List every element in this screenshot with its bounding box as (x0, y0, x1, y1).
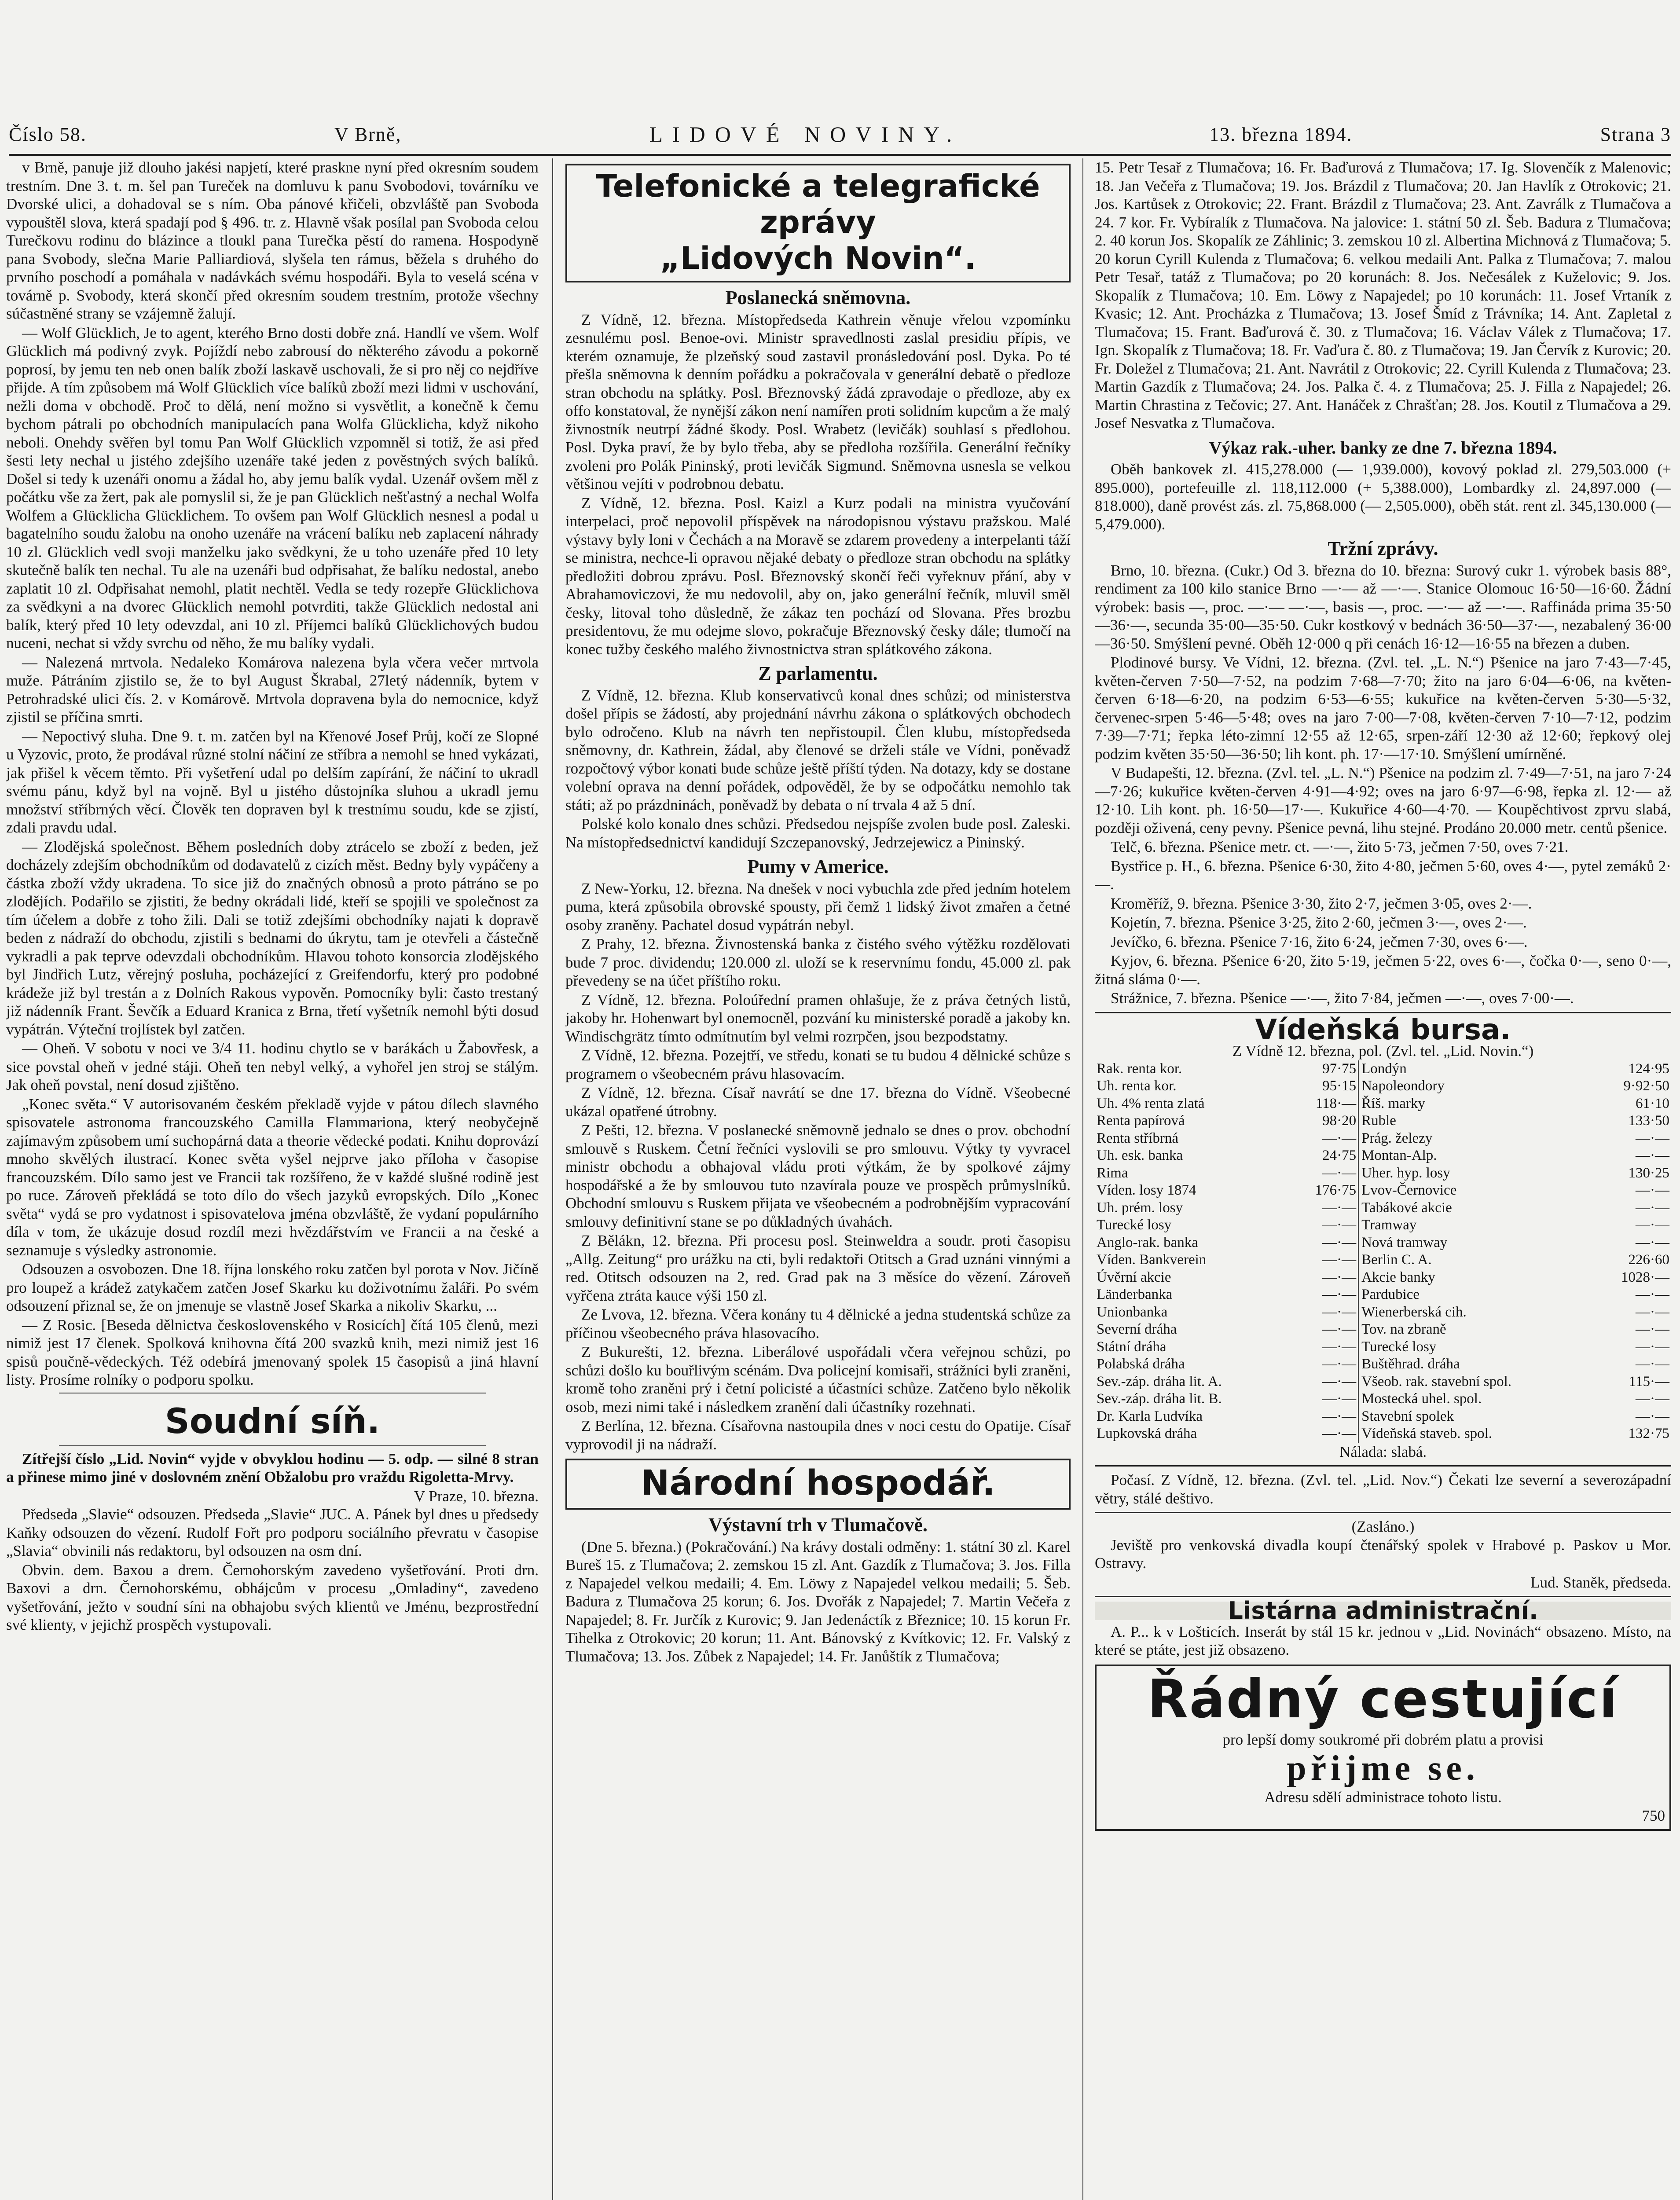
bursa-row (1095, 1060, 1671, 1078)
article-paragraph: Z Vídně, 12. března. Posl. Kaizl a Kurz podali na ministra vyučování interpelaci, proč nepovolil příspěvek na národopisnou výstavu pražskou. Malé výstavy byly loni v Čechách a na Moravě se zdarem provedeny a interpelanti táží se ministra, nechce-li opravou nějaké debaty o předloze stran obchodu na splátky předložiti dobrou zprávu. Posl. Březnovský skončí řeči vyřeknuv přání, aby v Abrahamoviczovi, že mu nedovolil, aby on, jako generální řečník, mluvil směl česky, litoval toho důsledně, že zákaz ten pochází od Slovana. Přes brozbu presidentovu, že mu odejme slovo, pokračuje Březnovský česky dále; tlumočí na konec tužby českého malého živnostnictva stran splátkového zákona. (565, 494, 1071, 658)
bursa-left-value: —·— (1322, 1199, 1357, 1216)
article-paragraph: Z Bělákn, 12. března. Při procesu posl. Steinweldra a soudr. proti časopisu „Allg. Zeitung“ pro urážku na cti, byli redaktoři Otitsch a Grad uznáni vinnými a red. Otitsch odsouzen na 2, red. Grad pak na 3 měsíce do vězení. Zároveň vyřčena ztráta kauce výši 150 zl. (565, 1232, 1071, 1304)
article-paragraph: Oběh bankovek zl. 415,278.000 (— 1,939.000), kovový poklad zl. 279,503.000 (+ 895.000), portefeuille zl. 118,112.000 (+ 5,388.000), Lombardky zl. 24,897.000 (— 818.000), daně provést zás. zl. 75,868.000 (— 2,505.000), oběh stát. rent zl. 345,130.000 (— 5,479.000). (1095, 461, 1671, 533)
weather-paragraph: Počasí. Z Vídně, 12. března. (Zvl. tel. „Lid. Nov.“) Čekati lze severní a severozápadní větry, stálé deštivo. (1095, 1471, 1671, 1507)
bursa-row (1095, 1165, 1671, 1182)
bursa-left-value: 97·75 (1322, 1060, 1357, 1077)
ad-line: pro lepší domy soukromé při dobrém platu a provisi (1222, 1731, 1544, 1748)
issue-number: Číslo 58. (9, 123, 87, 145)
bursa-right-label: Tramway (1361, 1217, 1417, 1233)
article-paragraph: — Wolf Glücklich, Je to agent, kterého Brno dosti dobře zná. Handlí ve všem. Wolf Glücklich má podivný zvyk. Pojíždí nebo zabrousí do některého závodu a pokorně poprosí, by jemu ten neb onen balík zboží laskavě uschovali, že si pro něj co nejdříve přijde. A tím způsobem má Wolf Glücklich více balíků zboží mezi lidmi v uschování, nežli doma v obchodě. Proč to dělá, není možno si vysvětlit, a konečně k čemu bychom pátrali po obchodních manipulacích pana Wolfa Glücklicha, když nikoho neboli. Onehdy svěřen byl tomu Pan Wolf Glücklich vzpomněl si totiž, že asi před šesti lety nechal u jistého zdejšího uzenáře také jeden z pověstných svých balíků. Došel si tedy k uzenáři onomu a žádal ho, aby jemu balík vydal. Uzenář ovšem měl z počátku vše za žert, pak ale pomyslil si, že je pan Glücklich nešťastný a nechal Wolfa Wolfem a Glücklicha Glücklichem. To ovšem pan Wolf Glücklich nesnesl a podal u bagatelního soudu žalobu na onoho uzenáře na vrácení balíku neb zaplacení náhrady 10 zl. Glücklich vedl svoji manželku jako svědkyni, že u toho uzenáře před 10 lety skutečně balík ten nechal. Tu ale na uzenáři bud odpřisahat, že balíku nedostal, anebo zaplatit 10 zl. Odpřisahat nemohl, platit nechtěl. Vedla se tedy rozepře Glücklichova za svědkyni a na dvorec Glücklich nemohl potvrditi, takže Glücklich nedostal ani balík, který před 10 lety odevzdal, ani 10 zl. Příjemci balíků Glücklichových budou nuceni, nechat si vždy svrchu od něho, že mu balíky vydali. (6, 324, 539, 652)
bursa-row (1095, 1286, 1671, 1304)
article-paragraph: Ze Lvova, 12. března. Včera konány tu 4 dělnické a jedna studentská schůze za příčinou všeobecného práva hlasovacího. (565, 1306, 1071, 1342)
bursa-row (1095, 1321, 1671, 1338)
bursa-right-label: Lvov-Černovice (1361, 1182, 1457, 1198)
article-paragraph: Z Vídně, 12. března. Poloúřední pramen ohlašuje, že z práva četných listů, jakoby hr. Hohenwart byl onemocněl, pozvání ku ministerské poradě a jakoby kn. Windischgrätz tímto odmítnutím byl velmi rozrpčen, jsou bezpodstatny. (565, 991, 1071, 1045)
bursa-left-value: 176·75 (1315, 1182, 1357, 1198)
bursa-right-value: —·— (1636, 1199, 1669, 1216)
article-paragraph: Z Berlína, 12. března. Císařovna nastoupila dnes v noci cestu do Opatije. Císař vyprovodil ji na nádraží. (565, 1417, 1071, 1453)
bursa-left-label: Renta stříbrná (1097, 1130, 1179, 1146)
bursa-left-label: Víden. losy 1874 (1097, 1182, 1196, 1198)
zaslano-paragraph: Jeviště pro venkovská divadla koupí čtenářský spolek v Hrabové p. Paskov u Mor. Ostravy. (1095, 1536, 1671, 1572)
bursa-left-label: Dr. Karla Ludvíka (1097, 1408, 1203, 1424)
bursa-left-value: 98·20 (1322, 1113, 1357, 1129)
bursa-row (1095, 1408, 1671, 1426)
article-paragraph: Odsouzen a osvobozen. Dne 18. října lonského roku zatčen byl porota v Nov. Jičíně pro loupež a krádež zatykačem zatčen Josef Skarku ku doživotnímu žaláři. Po svém odsouzení přiznal se, že on jmenuje se vlastně Josef Skarka a nikoliv Skarku, ... (6, 1261, 539, 1314)
article-paragraph: Z Prahy, 12. března. Živnostenská banka z čistého svého výtěžku rozdělovati bude 7 proc. dividendu; 120.000 zl. uloží se k reservnímu fondu, 45.000 zl. pak převedeny se na účet příštího roku. (565, 935, 1071, 989)
bursa-left-value: —·— (1322, 1426, 1357, 1441)
bursa-right-value: —·— (1636, 1130, 1669, 1146)
bursa-left-label: Státní dráha (1097, 1338, 1166, 1355)
bursa-left-label: Úvěrní akcie (1097, 1269, 1171, 1285)
bursa-right-label: Všeob. rak. stavební spol. (1361, 1373, 1512, 1390)
bursa-row (1095, 1078, 1671, 1095)
bursa-left-value: —·— (1322, 1234, 1357, 1250)
market-line: Bystřice p. H., 6. března. Pšenice 6·30, žito 4·80, ječmen 5·60, oves 4·—, pytel zemáků 2·—. (1095, 857, 1671, 893)
subheading: Z parlamentu. (758, 663, 878, 684)
bursa-right-label: Říš. marky (1361, 1095, 1425, 1111)
advertisement-box (1095, 1665, 1671, 1831)
bursa-right-value: —·— (1636, 1321, 1669, 1337)
bursa-row (1095, 1182, 1671, 1199)
ad-headline: Řádný cestující (1147, 1668, 1619, 1730)
bursa-left-value: —·— (1322, 1338, 1357, 1355)
article-paragraph: 15. Petr Tesař z Tlumačova; 16. Fr. Baďurová z Tlumačova; 17. Ig. Slovenčík z Malenovic; 18. Jan Večeřa z Tlumačova; 19. Jos. Brázdil z Tlumačova; 20. Jan Havlík z Otrokovic; 21. Jos. Kartůsek z Otrokovic; 22. Frant. Brázdil z Tlumačova; 23. Ant. Zavrálk z Tlumačova a 24. 7 kor. Fr. Vybíralík z Tlumačova. Na jalovice: 1. státní 50 zl. Šeb. Badura z Tlumačova; 2. 40 korun Jos. Skopalík ze Záhlinic; 3. zemskou 10 zl. Albertina Michnová z Tlumačova; 5. 20 korun Cyrill Kulenda z Tlumačova; 6. velkou medaili Ant. Palka z Tlumačova; 7. malou Petr Tesař, tatáž z Tlumačova; po 20 korunách: 8. Jos. Nečesálek z Kuželovic; 9. Jos. Skopalík z Tlumačova; 10. Em. Löwy z Napajedel; po 10 korunách: 11. Josef Vrtaník z Kvasic; 12. Ant. Procházka z Tlumačova; 13. Josef Šmíd z Trávníka; 14. Ant. Zapletal z Tlumačova; 15. Frant. Baďurová č. 30. z Tlumačova; 16. Václav Válek z Tlumačova; 17. Ign. Skopalík z Tlumačova; 18. Fr. Vaďura č. 80. z Tlumačova; 19. Jan Červík z Kurovic; 20. Fr. Doležel z Tlumačova; 21. Ant. Navrátil z Otrokovic; 22. Cyrill Kulenda z Tlumačova; 23. Martin Gazdík z Tlumačova; 24. Jos. Palka č. 4. z Tlumačova; 25. J. Filla z Napajedel; 26. Martin Chrastina z Tečovic; 27. Ant. Hanáček z Chrašťan; 28. Jos. Koutil z Tlumačova a 29. Josef Nesvatka z Tlumačova. (1095, 159, 1671, 432)
section-title-soudni-sin: Soudní síň. (165, 1401, 380, 1441)
section-rule (59, 1445, 486, 1446)
bursa-row (1095, 1095, 1671, 1113)
section-title-listarna: Listárna administrační. (1095, 1602, 1671, 1620)
zaslano-title: (Zasláno.) (1351, 1518, 1415, 1535)
bursa-left-label: Uh. 4% renta zlatá (1097, 1095, 1205, 1111)
economy-header-box (565, 1459, 1071, 1510)
bursa-right-value: 1028·— (1621, 1269, 1669, 1285)
article-paragraph: — Nalezená mrtvola. Nedaleko Komárova nalezena byla včera večer mrtvola muže. Pátráním zjistilo se, že to byl August Škrabal, 27letý nádenník, bytem v Petrohradské ulici čís. 2. v Komárově. Mrtvola dopravena byla do nemocnice, když zjistil se příčina smrti. (6, 653, 539, 726)
bursa-right-label: Londýn (1361, 1060, 1407, 1077)
article-paragraph: Brno, 10. března. (Cukr.) Od 3. března do 10. března: Surový cukr 1. výrobek basis 88°, rendiment za 100 kilo stanice Brno —·— až —·—. Stanice Olomouc 16·50—16·60. Žádní výrobek: basis —, proc. —·— —·—, basis —, proc. —·— až —·—. Raffináda prima 35·50—36·—, secunda 35·00—35·50. Cukr kostkový v bednách 36·50—37·—, nezabalený 36·00—36·50. Smýšlení pevné. Oběh 12·000 q při cenách 16·12—16·55 na březen a duben. (1095, 561, 1671, 652)
bursa-right-value: 124·95 (1628, 1060, 1669, 1077)
bursa-left-value: —·— (1322, 1217, 1357, 1233)
article-paragraph: Z New-Yorku, 12. března. Na dnešek v noci vybuchla zde před jedním hotelem puma, která způsobila obrovské spousty, při čemž 1 lidský život zmařen a četné osoby zraněny. Pachatel dosud vypátrán nebyl. (565, 880, 1071, 934)
bursa-left-label: Víden. Bankverein (1097, 1252, 1207, 1268)
bursa-right-value: —·— (1636, 1304, 1669, 1320)
bursa-left-value: —·— (1322, 1252, 1357, 1268)
bursa-left-label: Sev.-záp. dráha lit. B. (1097, 1391, 1222, 1407)
bursa-left-label: Renta papírová (1097, 1113, 1185, 1129)
bursa-row (1095, 1199, 1671, 1217)
bursa-right-value: —·— (1636, 1217, 1669, 1233)
bursa-row (1095, 1356, 1671, 1373)
bursa-left-label: Rima (1097, 1165, 1128, 1181)
section-rule (1095, 1012, 1671, 1013)
market-line: Telč, 6. března. Pšenice metr. ct. —·—, žito 5·73, ječmen 7·50, oves 7·21. (1111, 838, 1569, 855)
bursa-left-label: Uh. prém. losy (1097, 1199, 1183, 1216)
newspaper-title: LIDOVÉ NOVINY. (649, 122, 962, 147)
bursa-right-value: —·— (1636, 1182, 1669, 1198)
bursa-left-value: 118·— (1315, 1095, 1357, 1111)
bursa-left-label: Turecké losy (1097, 1217, 1172, 1233)
ad-address: Adresu sdělí administrace tohoto listu. (1264, 1789, 1502, 1806)
bursa-row (1095, 1147, 1671, 1165)
bursa-right-label: Buštěhrad. dráha (1361, 1356, 1460, 1372)
bursa-left-label: Rak. renta kor. (1097, 1060, 1182, 1077)
zaslano-signature: Lud. Staněk, předseda. (1530, 1573, 1671, 1591)
article-paragraph: Předseda „Slavie“ odsouzen. Předseda „Slavie“ JUC. A. Pánek byl dnes u předsedy Kaňky odsouzen do vězení. Rudolf Fořt pro podporu sociálního převratu v časopise „Slavia“ obvinili nás redaktoru, byl odsouzen na osm dní. (6, 1506, 539, 1559)
article-paragraph: Z Vídně, 12. března. Klub konservativců konal dnes schůzi; od ministerstva došel přípis se žádostí, aby projednání návrhu zákona o splátkových obchodech bylo odročeno. Klub na návrh ten nepřistoupil. Člen klubu, místopředseda sněmovny, dr. Kathrein, žádal, aby členové se drželi stále ve Vídni, poněvadž rozpočtový výbor konati bude schůze ještě příští týden. Na dotazy, kdy se dostane volební oprava na denní pořádek, odpověděl, že by se odpočátku nemohlo tak státi; až po prázdninách, poněvadž by debata o ní trvala 4 až 5 dní. (565, 686, 1071, 814)
bursa-right-label: Prág. železy (1361, 1130, 1433, 1146)
bursa-left-label: Lupkovská dráha (1097, 1426, 1197, 1441)
column-3 (1095, 158, 1671, 2200)
bursa-right-label: Pardubice (1361, 1287, 1420, 1302)
bursa-left-label: Länderbanka (1097, 1287, 1173, 1302)
dateline: Z Vídně 12. března, pol. (Zvl. tel. „Lid. Novin.“) (1232, 1042, 1534, 1060)
bursa-right-label: Turecké losy (1361, 1338, 1437, 1355)
article-paragraph: „Konec světa.“ V autorisovaném českém překladě vyjde v pátou dílech slavného spisovatele astronoma francouzského Camilla Flammariona, který neobyčejně zajímavým způsobem umí suchopárná data a theorie vědecké podati. Knihu doprovází mnoho skvělých ilustrací. Konec světa vyšel nejprve jako příloha v časopise francouzském. Dílo samo jest ve Francii tak rozšířeno, že v každé slušné rodině jest po ruce. Zároveň překládá se toto dílo do všech jazyků evropských. Dílo „Konec světa“ vydá se pro vydatnost i spisovatelova jména obzvláště, že vydaní populárního díla v tom, že ukázuje dosud rozdíl mezi hvězdářstvím ve Francii a na české a seznamuje s výsledky astronomie. (6, 1095, 539, 1259)
article-paragraph: — Oheň. V sobotu v noci ve 3/4 11. hodinu chytlo se v barákách u Žabovřesk, a sice povstal oheň v jedné stáji. Oheň ten nebyl velký, a vyhořel jen stroj se stálým. Jak oheň povstal, není dosud zjištěno. (6, 1040, 539, 1093)
market-line: Kyjov, 6. března. Pšenice 6·20, žito 5·19, ječmen 5·22, oves 6·—, čočka 0·—, seno 0·—, žitná sláma 0·—. (1095, 952, 1671, 988)
article-paragraph: Polské kolo konalo dnes schůzi. Předsedou nejspíše zvolen bude posl. Zaleski. Na místopředsednictví kandidují Szczepanovský, Jedrzejewicz a Pininský. (565, 815, 1071, 851)
bursa-row (1095, 1425, 1671, 1443)
bursa-right-value: 61·10 (1636, 1095, 1669, 1111)
telegraph-header-box (565, 164, 1071, 282)
bursa-right-label: Stavební spolek (1361, 1408, 1454, 1424)
bursa-right-value: —·— (1636, 1391, 1669, 1407)
article-paragraph: Plodinové bursy. Ve Vídni, 12. března. (Zvl. tel. „L. N.“) Pšenice na jaro 7·43—7·45, květen-červen 7·50—7·52, na podzim 7·68—7·70; žito na jaro 6·04—6·06, na květen-červen 6·18—6·20, na podzim 6·53—6·55; kukuřice na květen-červen 5·30—5·32, červenec-srpen 5·46—5·48; oves na jaro 7·00—7·08, květen-červen 7·10—7·12, podzim 7·39—7·71; řepka léto-zimní 12·55 až 12·65, srpen-září 12·30 až 12·60; řepkový olej podzim květen 35·50—36·50; lih kont. ph. 17·—17·10. Smýšlení umírněné. (1095, 654, 1671, 763)
masthead (9, 117, 1671, 152)
article-paragraph: Obvin. dem. Baxou a drem. Černohorským zavedeno vyšetřování. Proti drn. Baxovi a drn. Černohorskému, obhájcům v procesu „Omladiny“, zavedeno vyšetřování, ježto v soudní síni na obhajobu svých klientů ve Jménu, bezprostřední své klienty, v jejichž prospěch vystupovali. (6, 1561, 539, 1633)
article-paragraph: Z Pešti, 12. března. V poslanecké sněmovně jednalo se dnes o prov. obchodní smlouvě s Ruskem. Četní řečníci vyslovili se pro smlouvu. Výtky ty vyvracel ministr obchodu a obhajoval vládu proti výtkám, že by spolkové zájmy hospodářské a že by smlouvou tuto nzavírala pouze ve prospěch průmyslníků. Obchodní smlouvu s Ruskem přijata ve všeobecném a podrobnějším vypracování smlouvy definitivní stane se po důkladných úvahách. (565, 1122, 1071, 1230)
bursa-right-value: —·— (1636, 1234, 1669, 1250)
article-paragraph: Z Vídně, 12. března. Místopředseda Kathrein věnuje vřelou vzpomínku zesnulému posl. Benoe-ovi. Ministr spravedlnosti zaslal presidiu přípis, ve kterém oznamuje, že plzeňský soud zastavil pronásledování posl. Dyka. Po té přešla sněmovna k denním pořádku a pokračovala v generální debatě o předloze stran obchodu na splátky. Posl. Březnovský žádá zpravodaje o předloze, aby ex offo konstatoval, že nynější zákon není namířen proti solidním kupcům a že malý živnostník neutrpí žádné škody. Posl. Wrabetz (levičák) souhlasí s předlohou. Posl. Dyka praví, že by bylo třeba, aby se předloha rozšířila. Generální řečníky zvoleni pro Polák Pininský, proti levičák Sigmund. Sněmovna usnesla se velkou většinou vejíti v podrobnou debatu. (565, 311, 1071, 492)
section-title-telegraph: Telefonické a telegrafické zprávy (596, 168, 1040, 240)
bursa-left-label: Anglo-rak. banka (1097, 1234, 1198, 1250)
bursa-row (1095, 1112, 1671, 1130)
bursa-right-label: Montan-Alp. (1361, 1148, 1437, 1163)
column-1 (6, 158, 539, 2200)
section-title-bursa: Vídeňská bursa. (1255, 1013, 1511, 1046)
issue-date: 13. března 1894. (1209, 123, 1353, 145)
subheading: Pumy v Americe. (747, 856, 889, 877)
ad-number: 750 (1642, 1807, 1665, 1824)
article-paragraph: Z Vídně, 12. března. Císař navrátí se dne 17. března do Vídně. Všeobecné ukázal opatřené útrobny. (565, 1084, 1071, 1120)
article-paragraph: (Dne 5. března.) (Pokračování.) Na krávy dostali odměny: 1. státní 30 zl. Karel Bureš 15. z Tlumačova; 2. zemskou 15 zl. Ant. Gazdík z Tlumačova; 3. Jos. Filla z Napajedel velkou medaili; 4. Em. Löwy z Napajedel velkou medaili; 5. Šeb. Badura z Tlumačova 25 korun; 6. Jos. Dvořák z Napajedel; 7. Martin Večeřa z Napajedel; 8. Fr. Jurčík z Kurovic; 9. Jan Jedenáctík z Březnice; 10. 15 korun Fr. Tihelka z Otrokovic; 20 korun; 11. Ant. Bánovský z Kvítkovic; 12. Fr. Valský z Tlumačova; 13. Jos. Zůbek z Napajedel; 14. Fr. Janůštík z Tlumačova; (565, 1538, 1071, 1665)
bursa-row (1095, 1269, 1671, 1287)
bursa-left-label: Polabská dráha (1097, 1356, 1185, 1372)
bursa-right-label: Napoleondory (1361, 1078, 1445, 1094)
bursa-left-value: —·— (1322, 1165, 1357, 1181)
bursa-left-value: —·— (1322, 1130, 1357, 1146)
bursa-right-label: Tabákové akcie (1361, 1199, 1452, 1216)
bursa-left-value: 24·75 (1322, 1148, 1357, 1163)
bursa-right-label: Ruble (1361, 1113, 1396, 1129)
market-line: Kroměříž, 9. března. Pšenice 3·30, žito 2·7, ječmen 3·05, oves 2·—. (1111, 895, 1532, 912)
bursa-right-label: Berlin C. A. (1361, 1252, 1432, 1268)
bursa-right-value: —·— (1636, 1148, 1669, 1163)
admin-paragraph: A. P... k v Lošticích. Inserát by stál 15 kr. jednou v „Lid. Novinách“ obsazeno. Místo, na které se ptáte, jest již obsazeno. (1095, 1623, 1671, 1658)
page-number: Strana 3 (1600, 123, 1671, 145)
bursa-right-label: Vídeňská staveb. spol. (1361, 1426, 1493, 1441)
bursa-right-value: —·— (1636, 1408, 1669, 1424)
bursa-left-value: —·— (1322, 1408, 1357, 1424)
bursa-row (1095, 1373, 1671, 1391)
bursa-right-label: Akcie banky (1361, 1269, 1435, 1285)
section-rule (1095, 1465, 1671, 1467)
subheading: Tržní zprávy. (1328, 538, 1438, 559)
market-line: Jevíčko, 6. března. Pšenice 7·16, žito 6·24, ječmen 7·30, oves 6·—. (1111, 933, 1528, 950)
bursa-row (1095, 1251, 1671, 1269)
section-rule (1095, 1512, 1671, 1513)
bursa-right-value: —·— (1636, 1338, 1669, 1355)
bursa-row (1095, 1338, 1671, 1356)
bursa-left-value: —·— (1322, 1287, 1357, 1302)
article-paragraph: Z Bukurešti, 12. března. Liberálové uspořádali včera veřejnou schůzi, po schůzi došlo ku bouřlivým scénám. Dva policejní komisaři, strážníci byli zraněni, kromě toho zraněni prý i četní policisté a účastníci schůze. Zatčeno bylo několik osob, mezi nimi také i následkem zranění dali účastníky rozehnati. (565, 1343, 1071, 1415)
bursa-left-value: —·— (1322, 1269, 1357, 1285)
bursa-left-label: Unionbanka (1097, 1304, 1168, 1320)
bursa-row (1095, 1390, 1671, 1408)
bursa-right-value: 115·— (1629, 1373, 1669, 1390)
bursa-right-value: 133·50 (1628, 1113, 1669, 1129)
bursa-left-value: —·— (1322, 1373, 1357, 1390)
bursa-left-label: Uh. esk. banka (1097, 1148, 1183, 1163)
bursa-table (1095, 1060, 1671, 1443)
bursa-left-value: —·— (1322, 1321, 1357, 1337)
subheading: Výkaz rak.-uher. banky ze dne 7. března 1894. (1209, 437, 1557, 458)
article-paragraph: v Brně, panuje již dlouho jakési napjetí, které praskne nyní před okresním soudem trestním. Dne 3. t. m. šel pan Tureček na domluvu k panu Svobodovi, továrníku ve Dvorské ulici, a dohadoval se s ním. Oba pánové křičeli, obzvláště pan Svoboda vypouštěl slova, která spadají pod § 496. tr. z. Hlavně však posílal pan Svoboda celou Turečkovu rodinu do blázince a tloukl pana Turečka pěstí do ramena. Hospodyně pana Svobody, slečna Marie Palliardiová, slyšela ten rámus, běžela s druhého do prvního poschodí a pomáhala v nadávkách svému hospodáři. Byla to veselá scéna v továrně p. Svobody, která skončí před okresním soudem trestním, protože všechny súčastněné strany se vzájemně žalují. (6, 159, 539, 322)
bursa-row (1095, 1304, 1671, 1321)
dateline: V Praze, 10. března. (414, 1487, 539, 1505)
market-line: Kojetín, 7. března. Pšenice 3·25, žito 2·60, ječmen 3·—, oves 2·—. (1111, 914, 1527, 931)
subheading: Poslanecká sněmovna. (725, 287, 911, 308)
bursa-left-value: —·— (1322, 1356, 1357, 1372)
header-rule (9, 154, 1671, 156)
bursa-left-label: Uh. renta kor. (1097, 1078, 1177, 1094)
bursa-right-value: —·— (1636, 1287, 1669, 1302)
subheading: Výstavní trh v Tlumačově. (708, 1514, 928, 1536)
column-2 (565, 158, 1071, 2200)
bursa-right-value: —·— (1636, 1356, 1669, 1372)
bursa-left-label: Sev.-záp. dráha lit. A. (1097, 1373, 1222, 1390)
bursa-left-value: —·— (1322, 1304, 1357, 1320)
bursa-right-label: Uher. hyp. losy (1361, 1165, 1450, 1181)
section-title-narodni-hospodar: Národní hospodář. (641, 1463, 995, 1503)
ad-prijme: přijme se. (1287, 1749, 1479, 1788)
masthead-place: V Brně, (334, 123, 402, 145)
bursa-left-label: Severní dráha (1097, 1321, 1177, 1337)
article-paragraph: — Nepoctivý sluha. Dne 9. t. m. zatčen byl na Křenové Josef Průj, kočí ze Slopné u Vyzovic, proto, že prodával různé stolní náčiní ze stříbra a nemohl se hned vykázati, jak přišel k věcem těmto. Při vyšetření udal po delším zapírání, že náčiní to ukradl svému pánu, když byl na vojně. Byl u jistého důstojníka sluhou a ukradl jemu množství stříbrných věcí. Člověk ten dopraven byl k trestnímu soudu, kde se zjistí, zdali pravdu udal. (6, 727, 539, 836)
bursa-left-value: —·— (1322, 1391, 1357, 1407)
bursa-right-label: Nová tramway (1361, 1234, 1448, 1250)
bursa-note: Nálada: slabá. (1339, 1443, 1427, 1460)
bursa-right-label: Tov. na zbraně (1361, 1321, 1446, 1337)
bursa-right-value: 132·75 (1628, 1426, 1669, 1441)
bursa-row (1095, 1130, 1671, 1148)
bursa-right-value: 226·60 (1628, 1252, 1669, 1268)
bursa-right-label: Wienerberská cih. (1361, 1304, 1467, 1320)
section-title-telegraph-sub: „Lidových Novin“. (660, 240, 976, 276)
bursa-left-value: 95·15 (1322, 1078, 1357, 1094)
market-line: Strážnice, 7. března. Pšenice —·—, žito 7·84, ječmen —·—, oves 7·00·—. (1111, 990, 1574, 1007)
article-paragraph: — Z Rosic. [Beseda dělnictva československého v Rosicích] čítá 105 členů, mezi nimiž jest 17 členek. Spolková knihovna čítá 200 svazků knih, mezi nimiž jest 16 spisů poučně-vědeckých. Též odebírá jmenovaný spolek 15 časopisů a jiná hlavní listy. Prosíme rolníky o podporu spolku. (6, 1316, 539, 1388)
notice-paragraph: Zítřejší číslo „Lid. Novin“ vyjde v obvyklou hodinu — 5. odp. — silné 8 stran a přinese mimo jiné v doslovném znění Obžalobu pro vraždu Rigoletta-Mrvy. (6, 1450, 539, 1485)
article-paragraph: — Zlodějská společnost. Během posledních doby ztrácelo se zboží z beden, jež docházely zdejším obchodníkům od dodavatelů z cizích měst. Bedny byly vypáčeny a částka zboží vždy ukradena. To sice již do značných obnosů a proto pátráno se po zlodějích. Podařilo se zjistiti, že bedny okrádali lidé, kteří se spojili ve společnost za tím účelem a dobře z toho žili. Dali se totiž zdejšími obchodníky najati k dopravě beden z nádraží do obchodu, zjistili s bednami do úkrytu, tam je otevřeli a částečně vykradli a pak teprve odevzdali obchodníkům. Hlavou tohoto konsorcia zlodějského byl Jindřich Lutz, věrejný posluha, pocházející z Greifendorfu, který pro podobné krádeže již byl trestán a z Dolních Rakous vypověn. Pomocníky byli: často trestaný již nádenník Frant. Ševčík a Eduard Kranica z Brna, třetí vyšetník nemohl býti dosud vypátrán. Výteční trojlístek byl zatčen. (6, 838, 539, 1038)
column-divider (1082, 158, 1083, 2200)
bursa-row (1095, 1234, 1671, 1252)
bursa-right-value: 9·92·50 (1623, 1078, 1669, 1094)
bursa-right-label: Mostecká uhel. spol. (1361, 1391, 1482, 1407)
column-divider (552, 158, 553, 2200)
bursa-right-value: 130·25 (1628, 1165, 1669, 1181)
article-paragraph: V Budapešti, 12. března. (Zvl. tel. „L. N.“) Pšenice na podzim zl. 7·49—7·51, na jaro 7·24—7·26; kukuřice květen-červen 4·91—4·92; oves na jaro 6·97—6·98, řepka zl. 12·— až 12·10. Lih kont. ph. 16·50—17·—. Kukuřice 4·60—4·70. — Koupěchtivost zprvu slabá, později oživená, ceny pevny. Pšenice pevná, lihu stejné. Prodáno 20.000 metr. centů pšenice. (1095, 764, 1671, 836)
bursa-row (1095, 1217, 1671, 1234)
article-paragraph: Z Vídně, 12. března. Pozejtří, ve středu, konati se tu budou 4 dělnické schůze s programem o všeobecném právu hlasovacím. (565, 1047, 1071, 1082)
